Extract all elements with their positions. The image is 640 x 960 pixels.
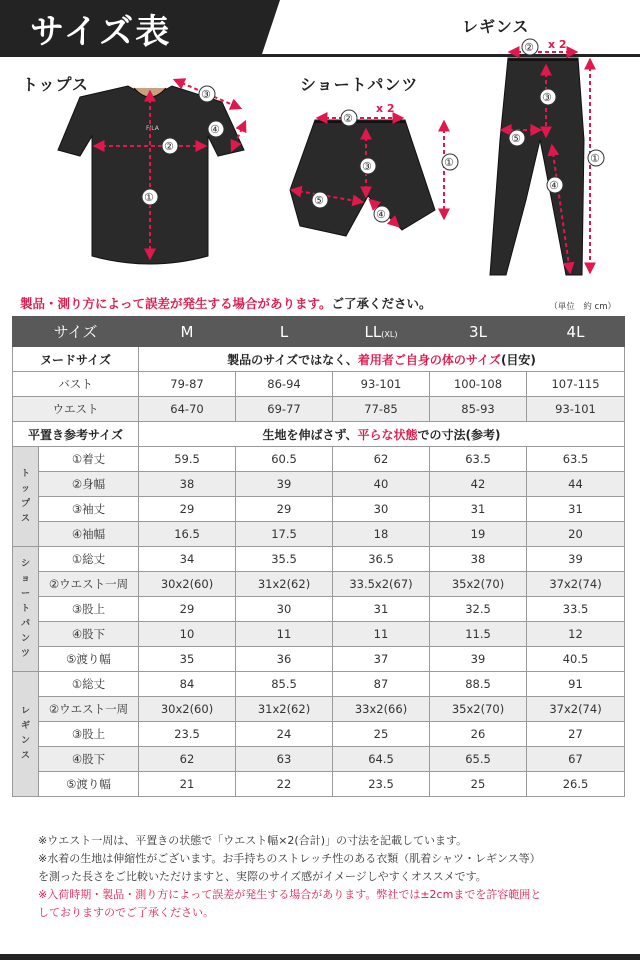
size-value-cell: 91 [527,672,625,697]
unit-note: （単位 約 cm） [549,302,616,312]
size-value-cell: 93-101 [333,372,430,397]
shorts-shape [290,120,435,236]
size-table [12,316,625,797]
category-char: ギ [20,721,30,731]
size-value-cell: 36 [236,647,333,672]
row-item-label: ④袖幅 [39,522,139,547]
size-value-cell: 12 [527,622,625,647]
size-value-cell: 86-94 [236,372,333,397]
footnote-2a: ※水着の生地は伸縮性がございます。お手持ちのストレッチ性のある衣類（肌着シャツ・レギンス等） [38,852,541,865]
table-row [13,447,625,472]
category-char: ス [20,751,30,761]
category-char: ト [20,603,30,614]
section-label-shorts: ショートパンツ [300,75,419,94]
category-label [13,672,39,797]
table-row [13,472,625,497]
table-row [13,547,625,572]
category-char: ョ [20,573,30,584]
leggings-marker-1-label: ① [590,152,600,165]
flat-size-label: 平置き参考サイズ [13,422,139,447]
category-char: ン [20,633,30,644]
row-item-label: ②身幅 [39,472,139,497]
nude-size-label: ヌードサイズ [13,347,139,372]
table-row [13,697,625,722]
category-char: ツ [20,648,30,659]
section-label-leggings: レギンス [462,17,530,36]
category-char: ト [20,468,30,479]
table-row [13,622,625,647]
flat-size-description: 生地を伸ばさず、平らな状態での寸法(参考) [139,422,625,447]
category-char: ン [20,736,30,746]
error-notice [20,294,432,312]
size-value-cell: 34 [139,547,236,572]
table-row [13,597,625,622]
header-size-label: サイズ [13,317,139,347]
header-size-ll: LL(XL) [333,317,430,347]
table-row [13,722,625,747]
nude-size-band [13,347,625,372]
category-char: ッ [20,483,30,494]
shorts-marker-1-label: ① [444,156,454,169]
row-item-label: ①総丈 [39,672,139,697]
size-value-cell: 32.5 [430,597,527,622]
size-value-cell: 65.5 [430,747,527,772]
size-value-cell: 87 [333,672,430,697]
size-value-cell: 31 [333,597,430,622]
row-item-label: ⑤渡り幅 [39,772,139,797]
size-value-cell: 35.5 [236,547,333,572]
tops-marker-4-label: ④ [210,123,220,136]
size-value-cell: 21 [139,772,236,797]
table-header-row [13,317,625,347]
category-char: プ [20,498,30,509]
table-row [13,772,625,797]
row-item-label: ④股下 [39,622,139,647]
shorts-marker-4-label: ④ [376,208,386,221]
size-value-cell: 11 [333,622,430,647]
row-item-label: ③股上 [39,597,139,622]
size-value-cell: 67 [527,747,625,772]
size-value-cell: 30x2(60) [139,697,236,722]
size-value-cell: 24 [236,722,333,747]
category-char: ー [20,588,30,599]
shorts-marker-3-label: ③ [362,160,372,173]
size-value-cell: 33x2(66) [333,697,430,722]
header-size-m: M [139,317,236,347]
size-value-cell: 60.5 [236,447,333,472]
footnote-1: ※ウエスト一周は、平置きの状態で「ウエスト幅×2(合計)」の寸法を記載しています。 [38,834,468,847]
category-label [13,447,39,547]
size-value-cell: 29 [139,497,236,522]
category-label [13,547,39,672]
row-item-label: ①着丈 [39,447,139,472]
flat-size-band [13,422,625,447]
size-value-cell: 29 [139,597,236,622]
size-value-cell: 62 [333,447,430,472]
size-value-cell: 63.5 [527,447,625,472]
size-value-cell: 40.5 [527,647,625,672]
size-value-cell: 10 [139,622,236,647]
table-row [13,572,625,597]
tops-marker-2-label: ② [164,140,174,153]
category-char: ス [20,513,30,524]
size-value-cell: 69-77 [236,397,333,422]
footnote-3a: ※入荷時期・製品・測り方によって誤差が発生する場合があります。弊社では±2cmまでを許容範囲と [38,888,542,901]
size-value-cell: 39 [430,647,527,672]
row-item-label: ⑤渡り幅 [39,647,139,672]
section-label-tops: トップス [22,75,89,94]
category-char: シ [20,558,30,569]
size-value-cell: 17.5 [236,522,333,547]
tops-shirt-shape [58,86,244,264]
size-value-cell: 25 [333,722,430,747]
size-value-cell: 27 [527,722,625,747]
size-value-cell: 85-93 [430,397,527,422]
size-value-cell: 63.5 [430,447,527,472]
size-value-cell: 18 [333,522,430,547]
size-value-cell: 44 [527,472,625,497]
shorts-marker-2-label: ② [343,112,353,125]
size-value-cell: 93-101 [527,397,625,422]
size-value-cell: 20 [527,522,625,547]
header-size-3l: 3L [430,317,527,347]
table-row [13,397,625,422]
size-value-cell: 100-108 [430,372,527,397]
header-size-4l: 4L [527,317,625,347]
row-item-label: ②ウエスト一周 [39,572,139,597]
size-value-cell: 31 [430,497,527,522]
error-notice-black: ご了承ください。 [331,296,432,311]
size-value-cell: 35x2(70) [430,697,527,722]
size-value-cell: 16.5 [139,522,236,547]
size-value-cell: 31 [527,497,625,522]
size-value-cell: 30x2(60) [139,572,236,597]
tops-marker-3-label: ③ [201,88,211,101]
size-value-cell: 84 [139,672,236,697]
size-value-cell: 22 [236,772,333,797]
size-value-cell: 37x2(74) [527,697,625,722]
size-value-cell: 37 [333,647,430,672]
size-value-cell: 79-87 [139,372,236,397]
header-size-l: L [236,317,333,347]
row-item-label: ③袖丈 [39,497,139,522]
size-value-cell: 62 [139,747,236,772]
header-size-xl: (XL) [381,329,398,339]
leggings-x2-label: x 2 [548,38,567,51]
size-value-cell: 31x2(62) [236,697,333,722]
size-value-cell: 25 [430,772,527,797]
size-value-cell: 23.5 [333,772,430,797]
shorts-x2-label: x 2 [376,102,395,115]
shorts-marker-5-label: ⑤ [314,194,324,207]
size-value-cell: 64.5 [333,747,430,772]
size-value-cell: 29 [236,497,333,522]
size-value-cell: 107-115 [527,372,625,397]
row-item-label: ウエスト [13,397,139,422]
table-row [13,647,625,672]
leggings-diagram [490,38,604,275]
category-char: パ [20,618,30,629]
leggings-marker-3-label: ③ [542,91,552,104]
row-item-label: ④股下 [39,747,139,772]
footnotes [38,832,618,922]
table-row [13,497,625,522]
footer-bar [0,954,640,960]
table-row [13,672,625,697]
size-value-cell: 11 [236,622,333,647]
table-row [13,372,625,397]
garment-diagrams [0,0,640,290]
size-value-cell: 39 [236,472,333,497]
size-value-cell: 35 [139,647,236,672]
tops-diagram [58,80,245,264]
row-item-label: ③股上 [39,722,139,747]
size-value-cell: 59.5 [139,447,236,472]
nude-size-description: 製品のサイズではなく、着用者ご自身の体のサイズ(目安) [139,347,625,372]
leggings-marker-2-label: ② [524,41,534,54]
size-value-cell: 42 [430,472,527,497]
size-value-cell: 77-85 [333,397,430,422]
row-item-label: ①総丈 [39,547,139,572]
row-item-label: バスト [13,372,139,397]
size-value-cell: 37x2(74) [527,572,625,597]
size-value-cell: 39 [527,547,625,572]
page-title: サイズ表 [30,12,172,52]
size-value-cell: 88.5 [430,672,527,697]
size-value-cell: 30 [236,597,333,622]
size-value-cell: 33.5x2(67) [333,572,430,597]
size-value-cell: 33.5 [527,597,625,622]
leggings-marker-5-label: ⑤ [511,132,521,145]
size-value-cell: 63 [236,747,333,772]
footnote-2b: を測った長さをご比較いただけますと、実際のサイズ感がイメージしやすくオススメです。 [38,870,487,883]
size-value-cell: 11.5 [430,622,527,647]
size-value-cell: 35x2(70) [430,572,527,597]
size-value-cell: 38 [430,547,527,572]
table-row [13,747,625,772]
tops-brand: FILA [146,125,159,132]
error-notice-red: 製品・測り方によって誤差が発生する場合があります。 [20,296,332,311]
table-row [13,522,625,547]
size-value-cell: 26 [430,722,527,747]
size-value-cell: 85.5 [236,672,333,697]
size-value-cell: 30 [333,497,430,522]
size-value-cell: 38 [139,472,236,497]
leggings-marker-4-label: ④ [549,179,559,192]
size-value-cell: 31x2(62) [236,572,333,597]
leggings-shape [490,58,584,275]
size-value-cell: 19 [430,522,527,547]
size-value-cell: 64-70 [139,397,236,422]
category-char: レ [20,706,30,716]
size-value-cell: 26.5 [527,772,625,797]
row-item-label: ②ウエスト一周 [39,697,139,722]
shorts-diagram [290,102,458,236]
size-value-cell: 36.5 [333,547,430,572]
size-value-cell: 23.5 [139,722,236,747]
footnote-3b: しておりますのでご了承ください。 [38,906,214,919]
tops-marker-1-label: ① [144,191,154,204]
size-value-cell: 40 [333,472,430,497]
